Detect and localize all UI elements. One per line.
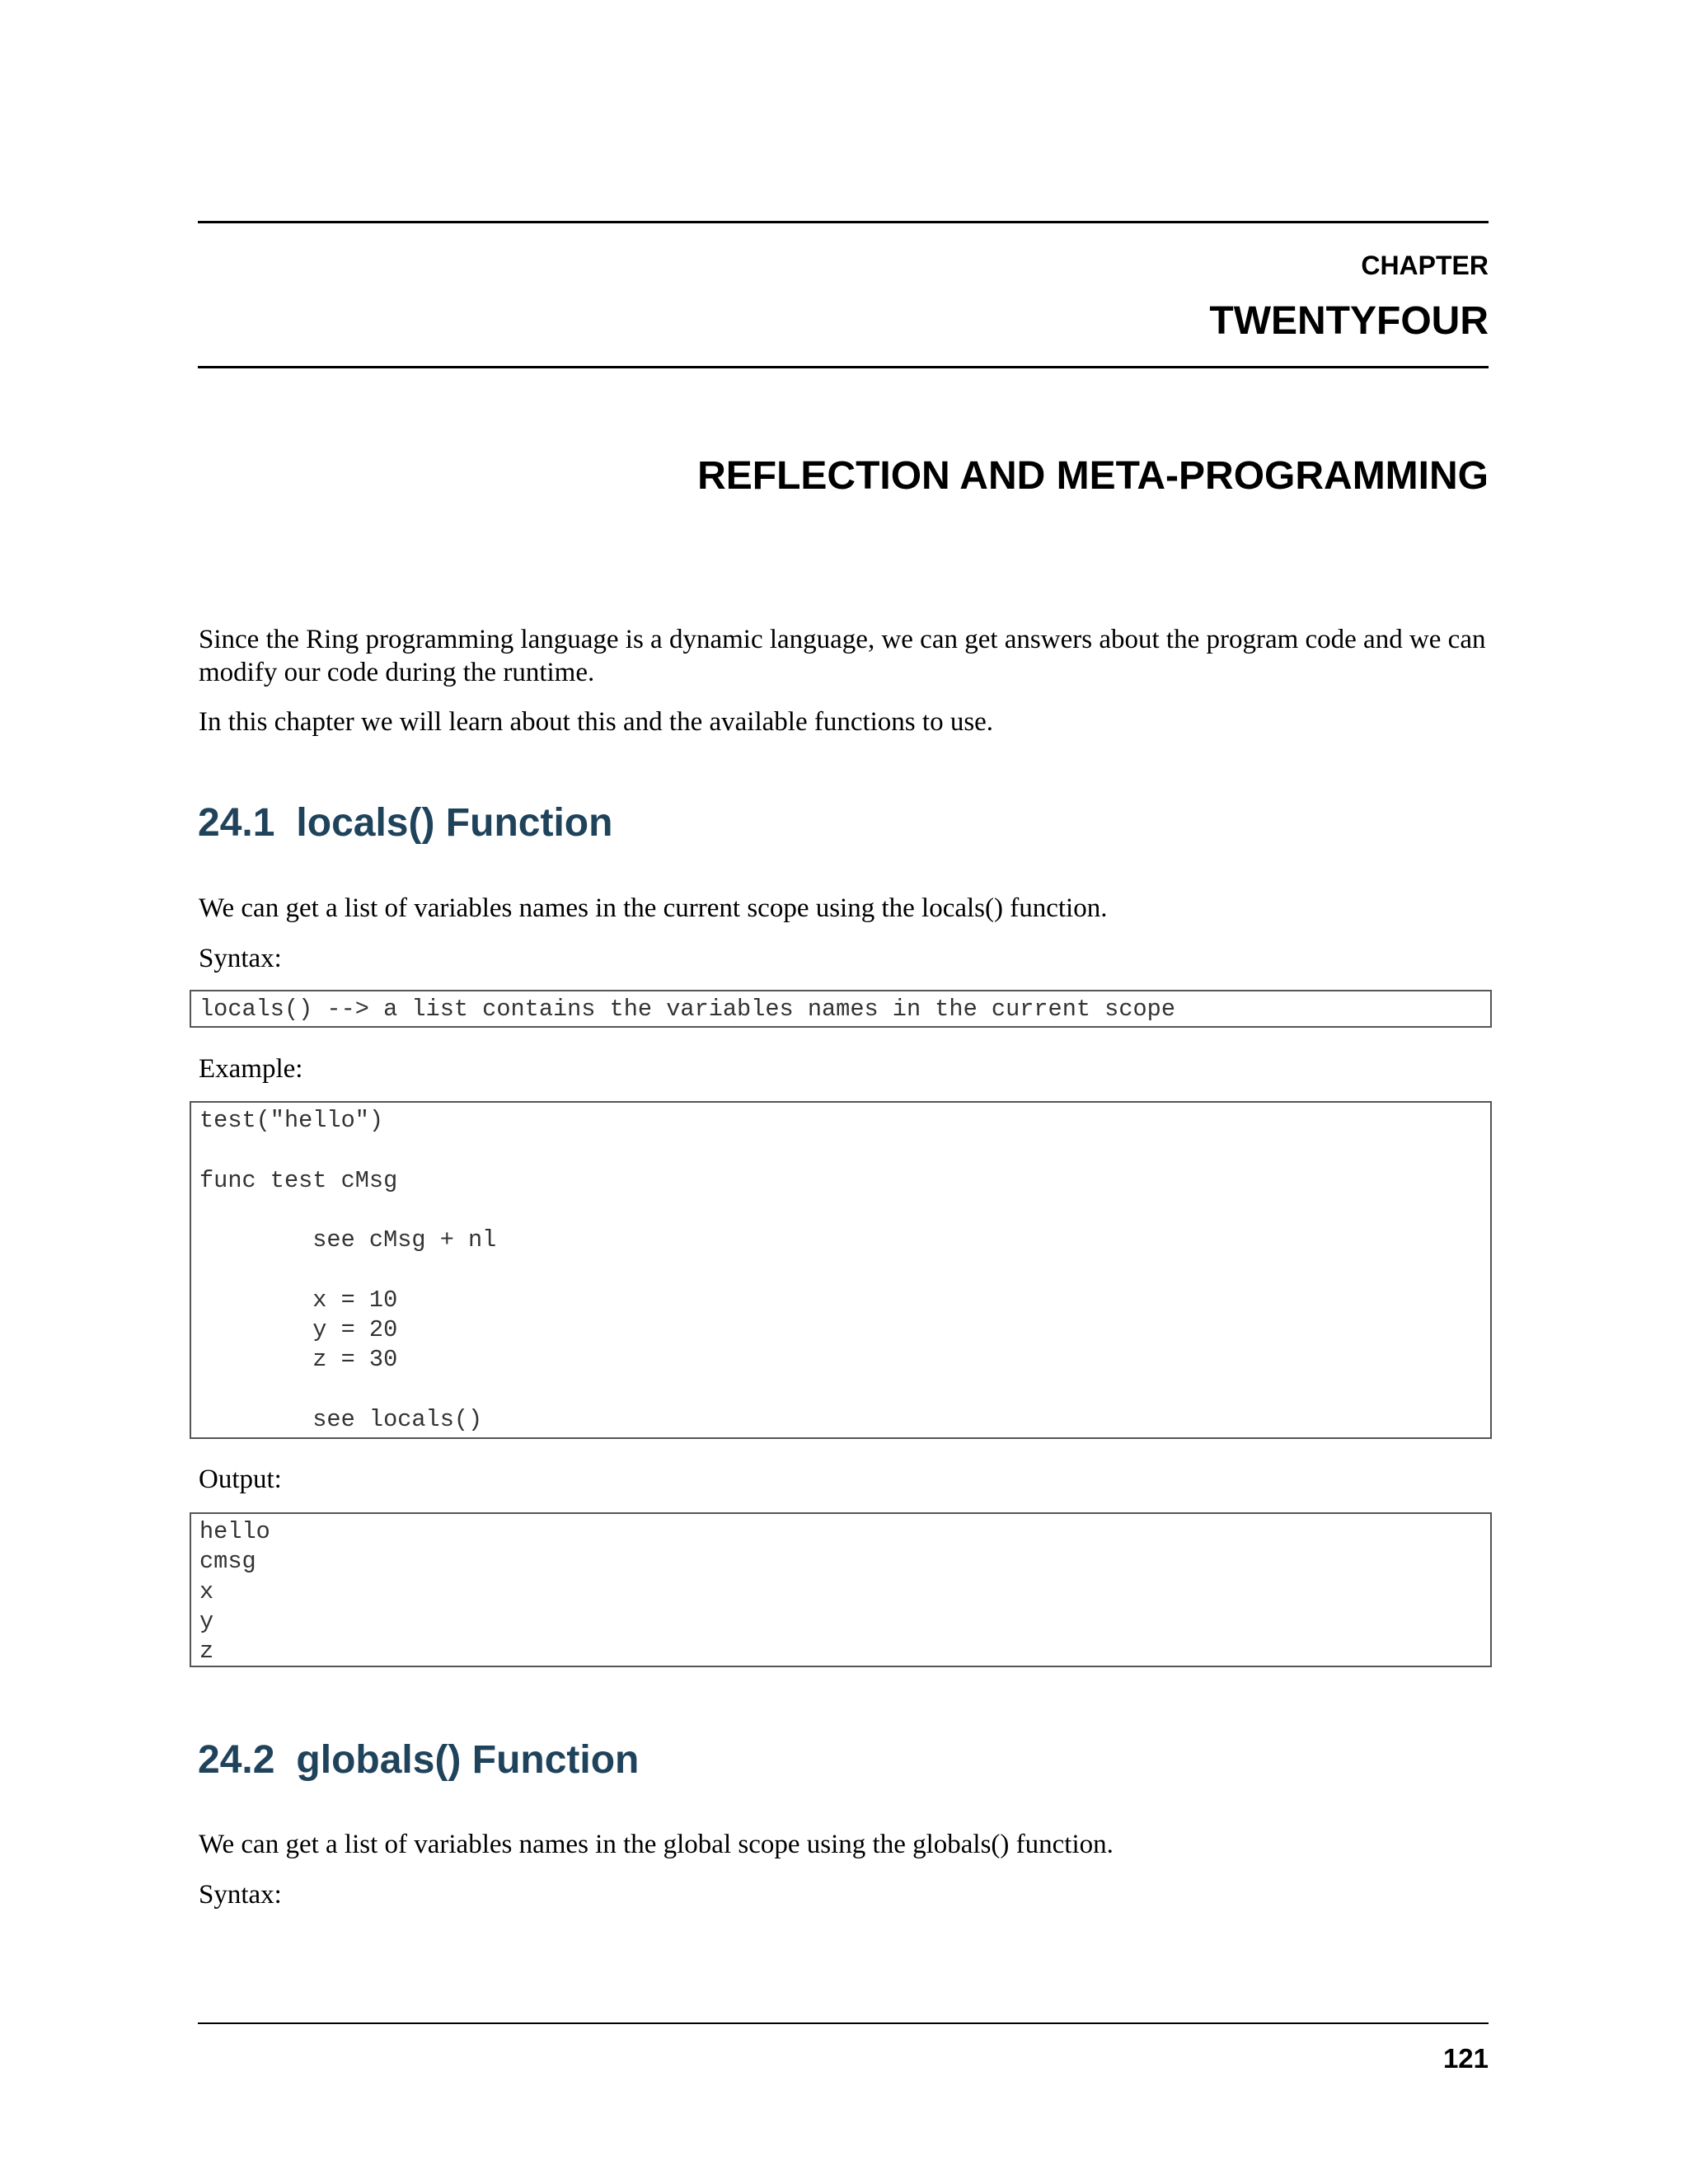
chapter-rule [198, 366, 1489, 368]
chapter-label: CHAPTER [1361, 251, 1489, 280]
section-heading-locals [198, 799, 612, 848]
syntax-label: Syntax: [199, 944, 282, 973]
section-number: 24.2 [198, 1738, 275, 1782]
chapter-number: TWENTYFOUR [1209, 299, 1489, 343]
output-label: Output: [199, 1465, 282, 1494]
section-title: globals() Function [296, 1738, 640, 1782]
syntax-label: Syntax: [199, 1880, 282, 1910]
syntax-code-block: locals() --> a list contains the variables names in the current scope [190, 990, 1492, 1028]
intro-paragraph-2: In this chapter we will learn about this and the available functions to use. [199, 707, 994, 737]
intro-paragraph: Since the Ring programming language is a dynamic language, we can get answers about the program code and we can modify our code during the runtime. [199, 625, 1486, 687]
section-heading-globals [198, 1736, 639, 1785]
output-code-block: hello cmsg x y z [190, 1512, 1492, 1667]
page-number: 121 [1442, 2043, 1489, 2074]
page-title: REFLECTION AND META-PROGRAMMING [697, 454, 1489, 498]
example-code-block: test("hello") func test cMsg see cMsg + nl x = 10 y = 20 z = 30 see locals() [190, 1101, 1492, 1439]
top-rule [198, 221, 1489, 223]
footer-rule [198, 2022, 1489, 2024]
section-number: 24.1 [198, 801, 275, 845]
section-description: We can get a list of variables names in the current scope using the locals() function. [199, 893, 1108, 923]
section-title: locals() Function [296, 801, 613, 845]
example-label: Example: [199, 1054, 303, 1084]
section-description: We can get a list of variables names in the global scope using the globals() function. [199, 1830, 1114, 1859]
